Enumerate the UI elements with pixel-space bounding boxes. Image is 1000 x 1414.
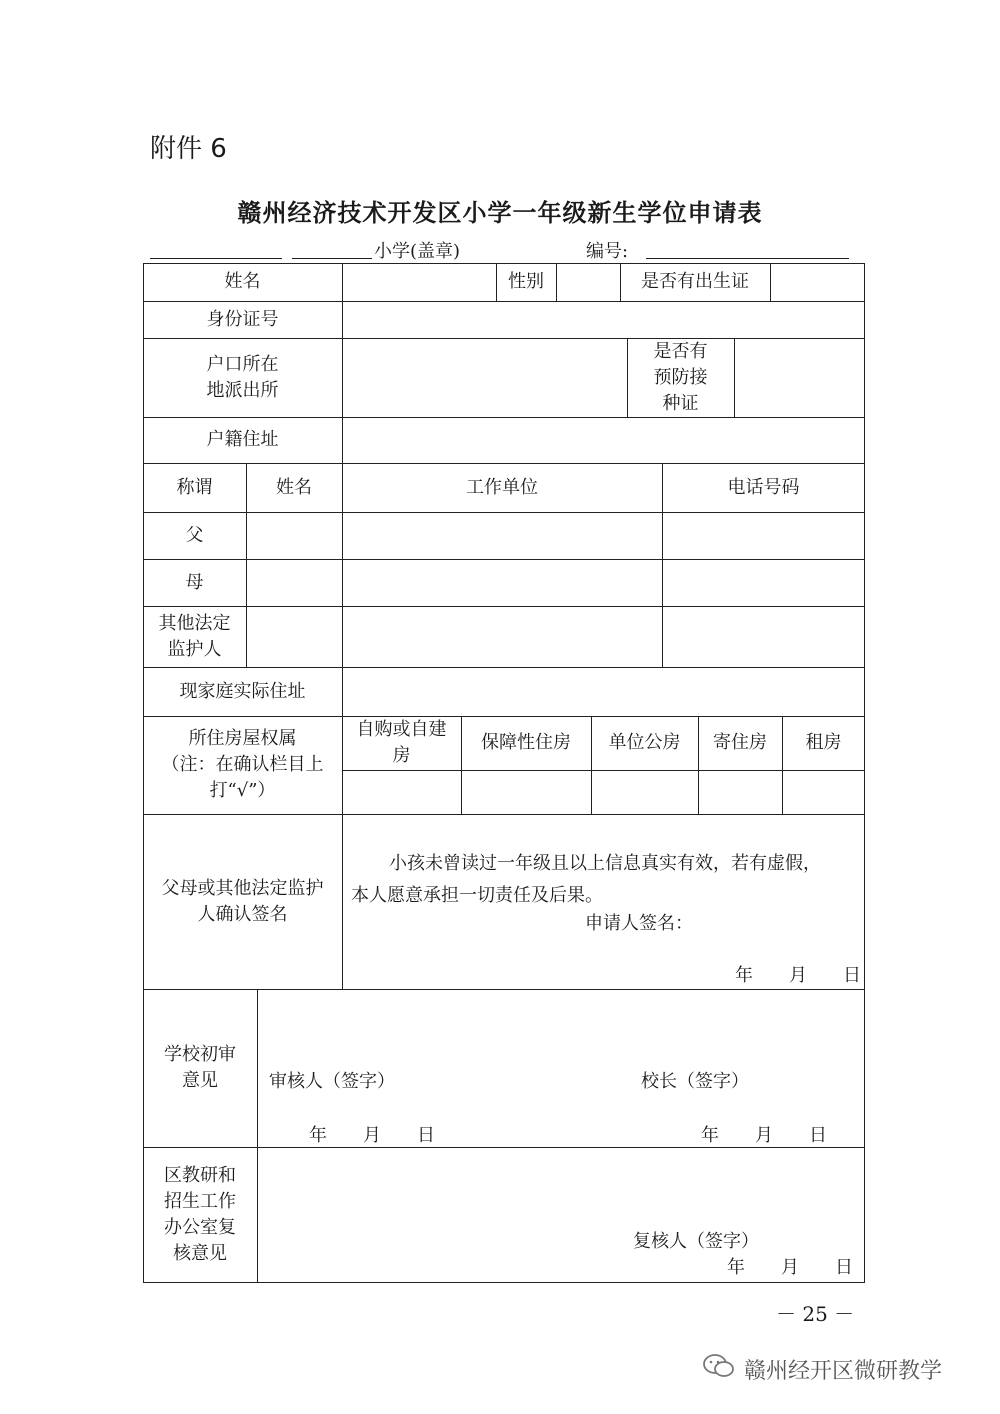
- school-review-label: 学校初审 意见: [164, 1044, 236, 1091]
- hukou-police-field[interactable]: [342, 338, 627, 417]
- attachment-label: 附件 6: [150, 134, 227, 164]
- vaccination-field[interactable]: [734, 338, 865, 417]
- family-header-workplace: 工作单位: [466, 476, 538, 498]
- guardian-label: 父母或其他法定监护 人确认签名: [161, 877, 324, 925]
- district-reviewer-signature: 复核人（签字）: [633, 1231, 759, 1252]
- guardian-date: 年 月 日: [735, 965, 861, 986]
- guardian-statement-line2: 本人愿意承担一切责任及后果。: [351, 885, 603, 906]
- number-label: 编号:: [586, 241, 629, 262]
- birth-cert-label: 是否有出生证: [641, 271, 749, 292]
- form-title: 赣州经济技术开发区小学一年级新生学位申请表: [237, 199, 763, 227]
- housing-option-unit: 单位公房: [608, 732, 681, 753]
- guardian-statement-line1: 小孩未曾读过一年级且以上信息真实有效，若有虚假，: [389, 853, 821, 874]
- watermark-text: 赣州经开区微研教学: [744, 1358, 943, 1384]
- relation-guardian: 其他法定 监护人: [158, 612, 231, 660]
- id-number-field[interactable]: [342, 301, 865, 338]
- number-blank-line: [646, 258, 849, 259]
- housing-check-lodging[interactable]: [698, 770, 782, 814]
- family-header-name: 姓名: [276, 476, 312, 498]
- housing-check-unit[interactable]: [591, 770, 698, 814]
- school-blank-line-1: [150, 258, 282, 259]
- district-review-label: 区教研和 招生工作 办公室复 核意见: [164, 1164, 236, 1264]
- hukou-police-label: 户口所在 地派出所: [206, 353, 279, 401]
- housing-label: 所住房屋权属 （注：在确认栏目上 打“√”）: [161, 728, 324, 801]
- housing-option-lodging: 寄住房: [713, 732, 767, 753]
- school-reviewer-date: 年 月 日: [309, 1125, 435, 1146]
- table-rule: [257, 989, 258, 1282]
- current-address-label: 现家庭实际住址: [179, 680, 306, 702]
- housing-check-purchased[interactable]: [342, 770, 461, 814]
- page-number: － 25 －: [776, 1302, 855, 1326]
- wechat-icon: [702, 1352, 736, 1386]
- housing-check-rental[interactable]: [782, 770, 865, 814]
- gender-field[interactable]: [556, 263, 620, 301]
- housing-option-rental: 租房: [805, 732, 842, 753]
- school-stamp-label: 小学(盖章): [374, 241, 461, 262]
- applicant-signature-label: 申请人签名：: [585, 913, 693, 934]
- hukou-address-field[interactable]: [342, 417, 865, 463]
- principal-date: 年 月 日: [701, 1125, 827, 1146]
- table-rule: [143, 559, 865, 560]
- table-border: [143, 1282, 865, 1283]
- table-rule: [143, 512, 865, 513]
- id-number-label: 身份证号: [206, 308, 279, 330]
- name-label: 姓名: [224, 271, 261, 292]
- hukou-address-label: 户籍住址: [206, 429, 279, 450]
- current-address-field[interactable]: [342, 667, 865, 716]
- relation-father: 父: [185, 524, 204, 546]
- housing-option-affordable: 保障性住房: [481, 732, 571, 753]
- family-header-relation: 称谓: [176, 476, 213, 498]
- school-blank-line-2: [292, 258, 372, 259]
- school-reviewer-signature: 审核人（签字）: [269, 1071, 395, 1092]
- housing-check-affordable[interactable]: [461, 770, 591, 814]
- principal-signature: 校长（签字）: [641, 1071, 749, 1092]
- vaccination-label: 是否有 预防接 种证: [653, 340, 708, 414]
- family-header-phone: 电话号码: [727, 476, 800, 498]
- district-review-date: 年 月 日: [727, 1257, 853, 1278]
- gender-label: 性别: [508, 271, 544, 292]
- birth-cert-field[interactable]: [770, 263, 865, 301]
- housing-option-purchased: 自购或自建 房: [356, 719, 447, 766]
- table-rule: [342, 814, 343, 989]
- watermark: [702, 1352, 942, 1386]
- relation-mother: 母: [185, 571, 204, 593]
- name-field[interactable]: [342, 263, 496, 301]
- table-rule: [143, 606, 865, 607]
